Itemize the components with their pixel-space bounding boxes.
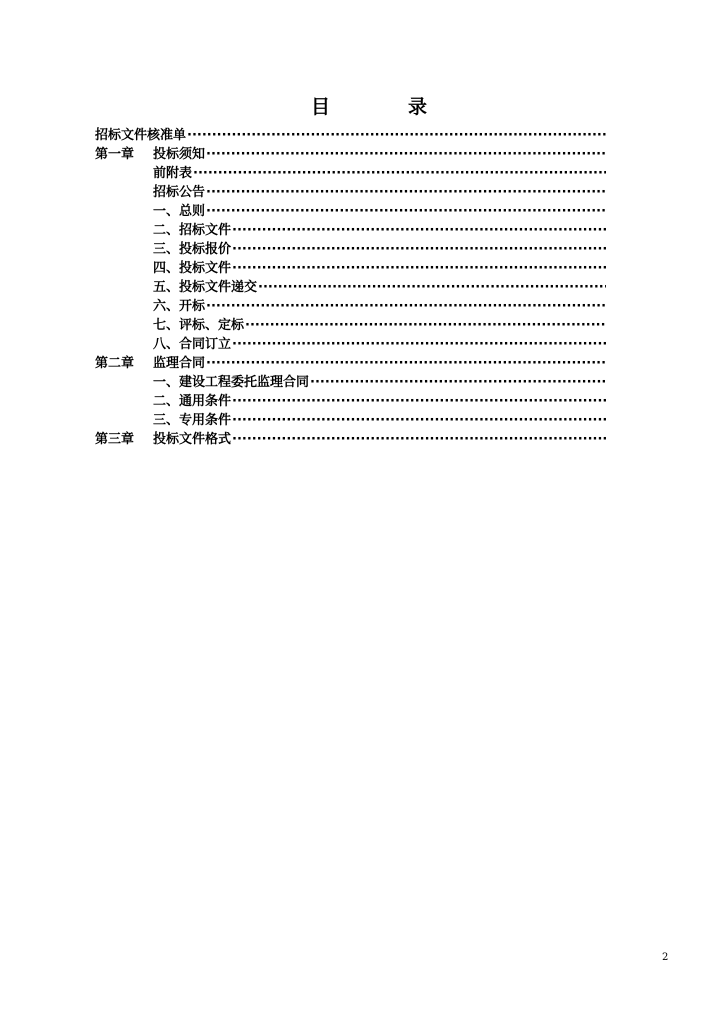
page-number: 2 bbox=[662, 952, 669, 963]
toc-entry-label: 二、通用条件 bbox=[153, 394, 232, 409]
chapter-label: 第二章 bbox=[95, 356, 135, 371]
toc-entry-label: 一、总则 bbox=[153, 204, 206, 219]
toc-entry-chapter-1[interactable] bbox=[95, 143, 606, 162]
toc-entry-general-conditions[interactable] bbox=[95, 390, 606, 409]
chapter-label: 第三章 bbox=[95, 432, 135, 447]
toc-entry-label: 七、评标、定标 bbox=[153, 318, 245, 333]
dot-leader bbox=[193, 166, 606, 181]
toc-entry-label: 八、合同订立 bbox=[153, 337, 232, 352]
toc-entry-label: 招标公告 bbox=[153, 185, 206, 200]
dot-leader bbox=[310, 375, 606, 390]
dot-leader bbox=[258, 280, 606, 295]
toc-entry-front-table[interactable] bbox=[95, 162, 606, 181]
dot-leader bbox=[232, 242, 606, 257]
toc-entry-chapter-2[interactable] bbox=[95, 352, 606, 371]
toc-entry-tender-documents[interactable] bbox=[95, 219, 606, 238]
toc-entry-bid-submission[interactable] bbox=[95, 276, 606, 295]
dot-leader bbox=[232, 337, 606, 352]
dot-leader bbox=[206, 147, 606, 162]
title-char-lu: 录 bbox=[408, 96, 428, 118]
toc-entry-label: 三、专用条件 bbox=[153, 413, 232, 428]
dot-leader bbox=[245, 318, 606, 333]
toc-entry-chapter-3[interactable] bbox=[95, 428, 606, 447]
toc-entry-supervision-contract[interactable] bbox=[95, 371, 606, 390]
dot-leader bbox=[232, 394, 606, 409]
dot-leader bbox=[206, 299, 606, 314]
toc-entry-approval-form[interactable] bbox=[95, 124, 606, 143]
dot-leader bbox=[206, 204, 606, 219]
toc-entry-label: 监理合同 bbox=[153, 356, 206, 371]
toc-entry-special-conditions[interactable] bbox=[95, 409, 606, 428]
dot-leader bbox=[232, 261, 606, 276]
toc-entry-label: 招标文件核准单 bbox=[95, 128, 187, 143]
dot-leader bbox=[187, 128, 606, 143]
toc-entry-label: 投标须知 bbox=[153, 147, 206, 162]
toc-entry-evaluation[interactable] bbox=[95, 314, 606, 333]
toc-entry-label: 二、招标文件 bbox=[153, 223, 232, 238]
toc-entry-label: 四、投标文件 bbox=[153, 261, 232, 276]
toc-entry-label: 五、投标文件递交 bbox=[153, 280, 258, 295]
dot-leader bbox=[206, 185, 606, 200]
toc-entry-announcement[interactable] bbox=[95, 181, 606, 200]
toc-entry-general[interactable] bbox=[95, 200, 606, 219]
toc-entry-bid-opening[interactable] bbox=[95, 295, 606, 314]
dot-leader bbox=[232, 223, 606, 238]
toc-entry-bid-price[interactable] bbox=[95, 238, 606, 257]
chapter-label: 第一章 bbox=[95, 147, 135, 162]
toc-entry-bid-documents[interactable] bbox=[95, 257, 606, 276]
title-char-mu: 目 bbox=[311, 96, 331, 118]
dot-leader bbox=[232, 413, 606, 428]
dot-leader bbox=[232, 432, 606, 447]
table-of-contents bbox=[95, 124, 606, 447]
toc-entry-label: 投标文件格式 bbox=[153, 432, 232, 447]
dot-leader bbox=[206, 356, 606, 371]
page-title bbox=[0, 92, 724, 120]
toc-entry-label: 三、投标报价 bbox=[153, 242, 232, 257]
toc-entry-label: 六、开标 bbox=[153, 299, 206, 314]
toc-entry-contract-signing[interactable] bbox=[95, 333, 606, 352]
toc-entry-label: 一、建设工程委托监理合同 bbox=[153, 375, 310, 390]
toc-entry-label: 前附表 bbox=[153, 166, 193, 181]
